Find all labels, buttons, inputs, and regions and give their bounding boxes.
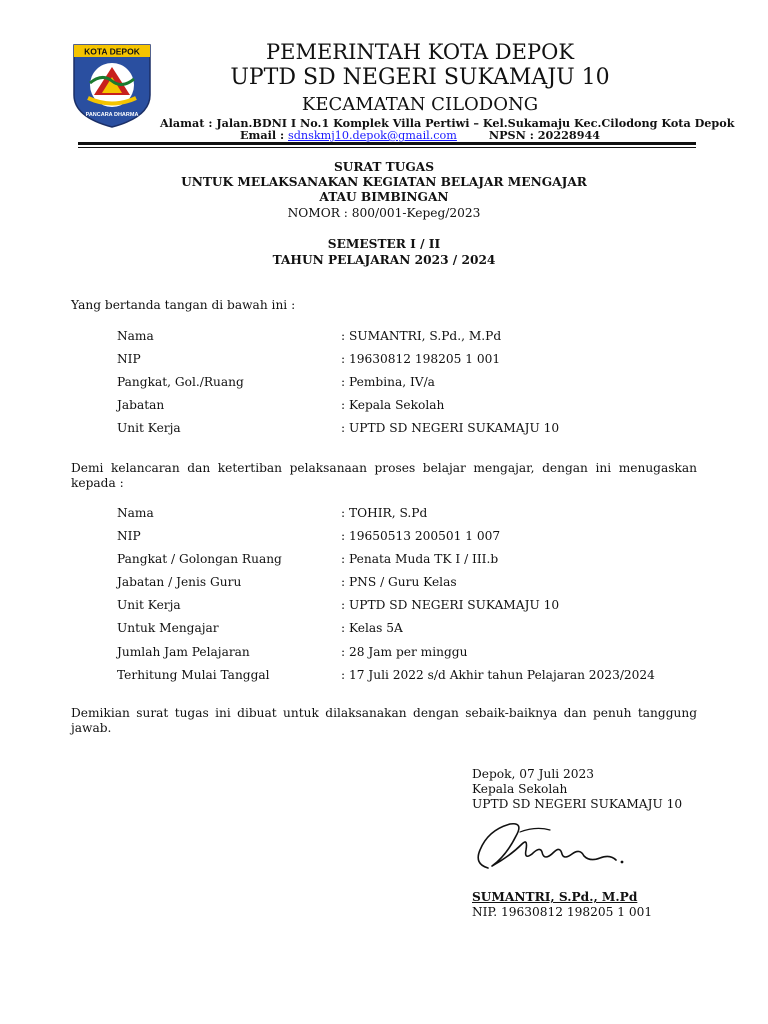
row-label: Terhitung Mulai Tanggal (117, 667, 270, 682)
row-label: Nama (117, 506, 154, 520)
row-value: : 19630812 198205 1 001 (341, 352, 501, 367)
doc-title: SURAT TUGAS (333, 160, 435, 174)
semester: SEMESTER I / II (327, 237, 441, 251)
row-value: : Kepala Sekolah (341, 398, 445, 413)
row-label: Jumlah Jam Pelajaran (117, 644, 250, 659)
assignee-row (117, 645, 707, 668)
npsn: NPSN : 20228944 (488, 128, 601, 142)
row-label: Unit Kerja (117, 421, 181, 436)
header-line1: PEMERINTAH KOTA DEPOK (265, 40, 575, 64)
row-value: : Penata Muda TK I / III.b (341, 552, 499, 567)
svg-text:PANCARA DHARMA: PANCARA DHARMA (85, 112, 139, 118)
row-label: NIP (117, 352, 141, 367)
assignee-row (117, 552, 707, 575)
intro-text: Yang bertanda tangan di bawah ini : (71, 298, 296, 312)
doc-number: NOMOR : 800/001-Kepeg/2023 (287, 206, 481, 220)
row-label: NIP (117, 529, 141, 544)
academic-year: TAHUN PELAJARAN 2023 / 2024 (272, 253, 496, 267)
assignee-row (117, 575, 707, 598)
header-address: Alamat : Jalan.BDNI I No.1 Komplek Villa Pertiwi – Kel.Sukamaju Kec.Cilodong Kota Depok (160, 116, 735, 130)
assignee-row (117, 506, 707, 529)
signatory-row (117, 329, 707, 352)
row-value: : 19650513 200501 1 007 (341, 529, 501, 544)
assignment-text: Demi kelancaran dan ketertiban pelaksanaan proses belajar mengajar, dengan ini menugaskan kepada : (71, 461, 697, 490)
row-value: : PNS / Guru Kelas (341, 575, 457, 590)
row-value: : 17 Juli 2022 s/d Akhir tahun Pelajaran 2023/2024 (341, 667, 655, 682)
email-label: Email : (239, 128, 288, 142)
row-value: : UPTD SD NEGERI SUKAMAJU 10 (341, 598, 560, 613)
row-label: Jabatan (117, 398, 165, 413)
row-label: Unit Kerja (117, 598, 181, 613)
signatory-row (117, 352, 707, 375)
doc-subtitle-2: ATAU BIMBINGAN (319, 190, 449, 204)
assignee-row (117, 668, 707, 691)
row-value: : UPTD SD NEGERI SUKAMAJU 10 (341, 421, 560, 436)
header-line2: UPTD SD NEGERI SUKAMAJU 10 (230, 65, 610, 90)
assignee-table (117, 506, 707, 691)
row-value: : 28 Jam per minggu (341, 644, 468, 659)
row-value: : Pembina, IV/a (341, 375, 435, 390)
svg-text:KOTA DEPOK: KOTA DEPOK (84, 46, 140, 57)
header-contact (160, 128, 680, 142)
email-link[interactable]: sdnskmj10.depok@gmail.com (288, 129, 457, 142)
row-label: Jabatan / Jenis Guru (117, 575, 242, 590)
kota-depok-logo (72, 43, 152, 129)
signatory-row (117, 398, 707, 421)
row-value: : Kelas 5A (341, 621, 403, 636)
signatory-row (117, 375, 707, 398)
handwritten-signature (470, 816, 630, 880)
row-value: : SUMANTRI, S.Pd., M.Pd (341, 329, 502, 343)
row-label: Nama (117, 329, 154, 343)
signature-place-date: Depok, 07 Juli 2023 (472, 767, 595, 781)
closing-text: Demikian surat tugas ini dibuat untuk dilaksanakan dengan sebaik-baiknya dan penuh tanggung jawab. (71, 706, 697, 735)
signatory-name: SUMANTRI, S.Pd., M.Pd (472, 890, 638, 904)
assignee-row (117, 529, 707, 552)
row-value: : TOHIR, S.Pd (341, 506, 428, 520)
signatory-nip: NIP. 19630812 198205 1 001 (472, 905, 653, 919)
signatory-row (117, 421, 707, 444)
doc-subtitle-1: UNTUK MELAKSANAKAN KEGIATAN BELAJAR MENGAJAR (181, 175, 587, 189)
signature-unit: UPTD SD NEGERI SUKAMAJU 10 (472, 797, 683, 811)
row-label: Untuk Mengajar (117, 621, 219, 636)
header-line3: KECAMATAN CILODONG (301, 94, 539, 115)
signatory-table (117, 329, 707, 444)
header-divider-thick (78, 142, 696, 145)
row-label: Pangkat, Gol./Ruang (117, 375, 244, 390)
row-label: Pangkat / Golongan Ruang (117, 552, 282, 567)
header-divider-thin (78, 147, 696, 148)
signature-role: Kepala Sekolah (472, 782, 568, 796)
assignee-row (117, 621, 707, 644)
assignee-row (117, 598, 707, 621)
